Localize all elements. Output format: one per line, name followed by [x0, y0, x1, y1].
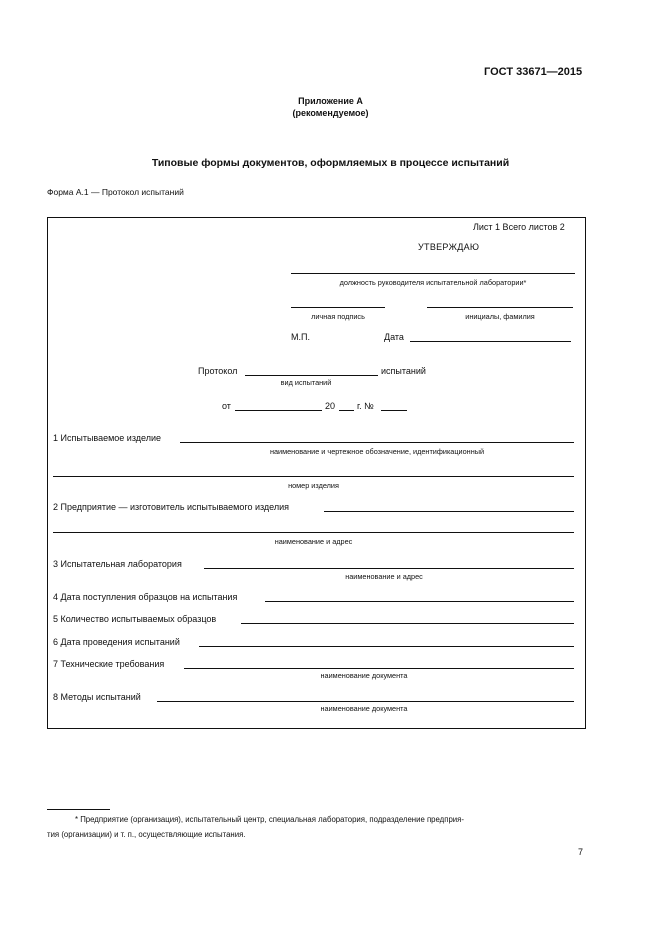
footnote-separator: [47, 809, 110, 810]
page-number: 7: [578, 847, 584, 857]
date-label: Дата: [384, 332, 404, 342]
from-date-line[interactable]: [235, 410, 322, 411]
item-2-label: 2 Предприятие — изготовитель испытываемого изделия: [53, 502, 290, 512]
item-8-line[interactable]: [157, 701, 574, 702]
footnote-line-1: * Предприятие (организация), испытательный центр, специальная лаборатория, подразделение предприя-: [75, 815, 464, 824]
signature-caption: личная подпись: [311, 312, 365, 321]
protocol-form-frame: [47, 217, 586, 729]
year-label: 20: [325, 401, 336, 411]
item-7-caption: наименование документа: [320, 671, 408, 680]
item-7-label: 7 Технические требования: [53, 659, 165, 669]
item-4-label: 4 Дата поступления образцов на испытания: [53, 592, 238, 602]
item-2-line[interactable]: [324, 511, 574, 512]
item-5-line[interactable]: [241, 623, 574, 624]
protocol-label: Протокол: [198, 366, 238, 376]
test-type-line[interactable]: [245, 375, 378, 376]
item-6-label: 6 Дата проведения испытаний: [53, 637, 180, 647]
position-line[interactable]: [291, 273, 575, 274]
item-7-line[interactable]: [184, 668, 574, 669]
year-line[interactable]: [339, 410, 354, 411]
item-1-line[interactable]: [180, 442, 574, 443]
section-title: Типовые формы документов, оформляемых в процессе испытаний: [151, 157, 510, 169]
item-1-label: 1 Испытываемое изделие: [53, 433, 161, 443]
protocol-suffix: испытаний: [381, 366, 426, 376]
position-caption: должность руководителя испытательной лаборатории*: [339, 278, 527, 287]
date-line[interactable]: [410, 341, 571, 342]
sheet-count: Лист 1 Всего листов 2: [473, 222, 565, 232]
item-5-label: 5 Количество испытываемых образцов: [53, 614, 217, 624]
signature-line[interactable]: [291, 307, 385, 308]
item-2-line-2[interactable]: [53, 532, 574, 533]
item-8-label: 8 Методы испытаний: [53, 692, 141, 702]
initials-caption: инициалы, фамилия: [465, 312, 535, 321]
test-type-caption: вид испытаний: [280, 378, 332, 387]
item-3-label: 3 Испытательная лаборатория: [53, 559, 182, 569]
number-line[interactable]: [381, 410, 407, 411]
item-3-caption: наименование и адрес: [345, 572, 423, 581]
item-4-line[interactable]: [265, 601, 574, 602]
year-suffix: г. №: [357, 401, 374, 411]
item-1-line-2[interactable]: [53, 476, 574, 477]
item-1-caption-2: номер изделия: [288, 481, 339, 490]
appendix-status: (рекомендуемое): [292, 108, 369, 118]
item-2-caption: наименование и адрес: [274, 537, 353, 546]
stamp-label: М.П.: [291, 332, 310, 342]
item-8-caption: наименование документа: [320, 704, 408, 713]
form-caption: Форма А.1 — Протокол испытаний: [47, 187, 184, 197]
item-1-caption: наименование и чертежное обозначение, идентификационный: [269, 447, 485, 456]
standard-number: ГОСТ 33671—2015: [484, 66, 583, 78]
item-6-line[interactable]: [199, 646, 574, 647]
approve-label: УТВЕРЖДАЮ: [418, 242, 480, 252]
from-label: от: [222, 401, 231, 411]
footnote-line-2: тия (организации) и т. п., осуществляющие испытания.: [47, 830, 246, 839]
initials-line[interactable]: [427, 307, 573, 308]
appendix-title: Приложение А: [298, 96, 363, 106]
item-3-line[interactable]: [204, 568, 574, 569]
